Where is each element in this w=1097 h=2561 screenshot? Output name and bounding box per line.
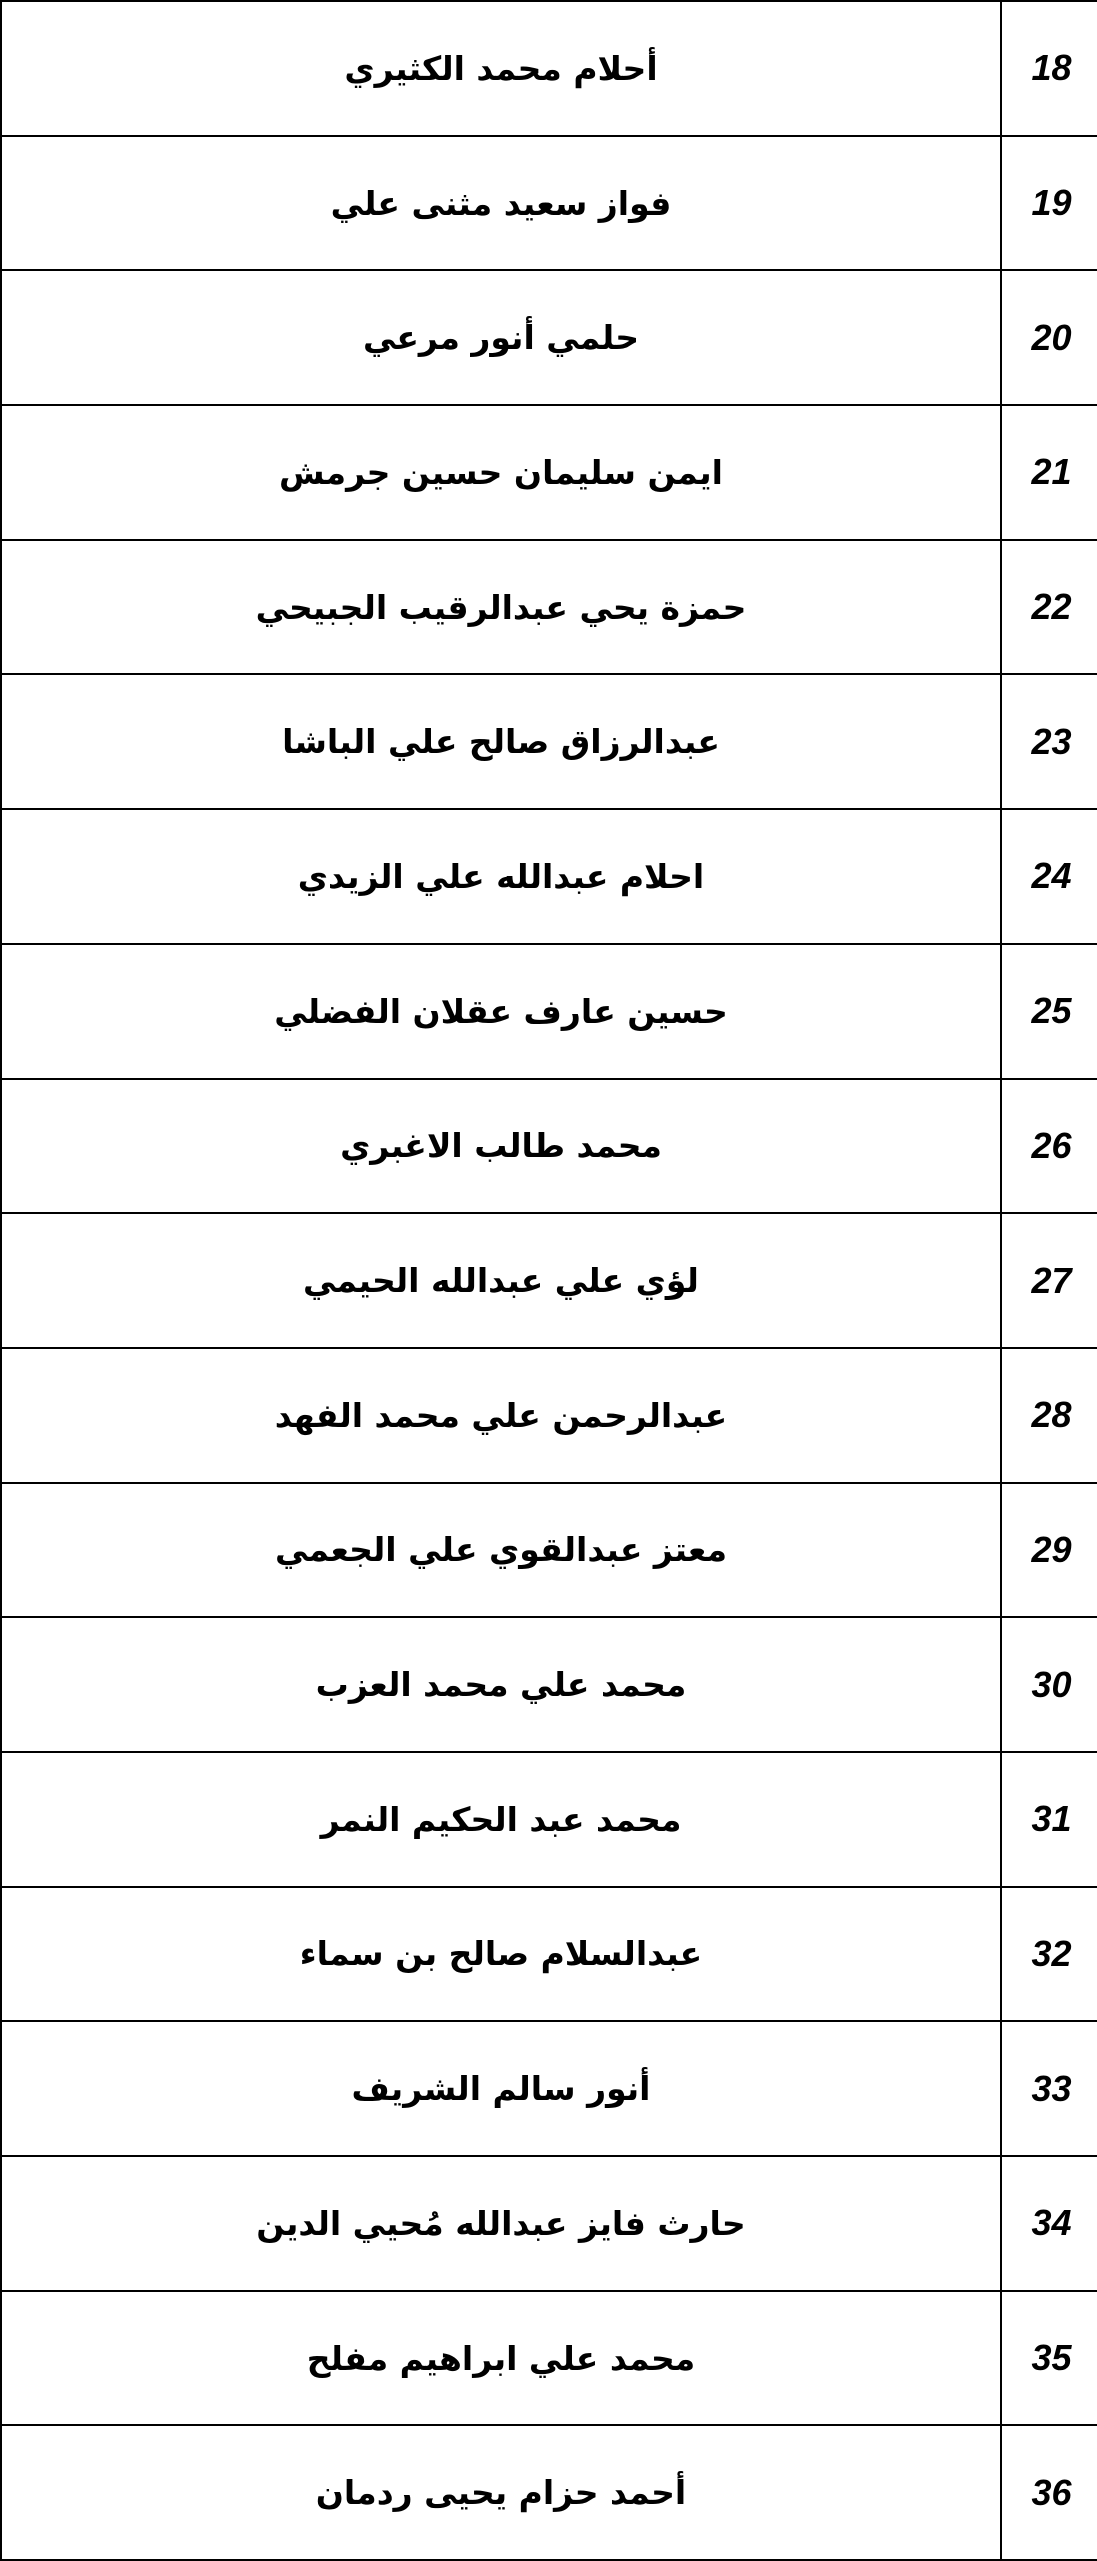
table-row bbox=[1, 270, 1097, 405]
row-number-cell: 23 bbox=[1001, 674, 1097, 809]
row-number-cell: 30 bbox=[1001, 1617, 1097, 1752]
name-cell: حسين عارف عقلان الفضلي bbox=[1, 944, 1001, 1079]
table-row bbox=[1, 1079, 1097, 1214]
table-row bbox=[1, 2156, 1097, 2291]
row-number-cell: 19 bbox=[1001, 136, 1097, 271]
name-cell: محمد علي محمد العزب bbox=[1, 1617, 1001, 1752]
name-cell: عبدالسلام صالح بن سماء bbox=[1, 1887, 1001, 2022]
row-number-cell: 29 bbox=[1001, 1483, 1097, 1618]
row-number-cell: 26 bbox=[1001, 1079, 1097, 1214]
name-cell: لؤي علي عبدالله الحيمي bbox=[1, 1213, 1001, 1348]
table-row bbox=[1, 809, 1097, 944]
row-number-cell: 34 bbox=[1001, 2156, 1097, 2291]
name-cell: أنور سالم الشريف bbox=[1, 2021, 1001, 2156]
table-row bbox=[1, 1752, 1097, 1887]
row-number-cell: 27 bbox=[1001, 1213, 1097, 1348]
row-number-cell: 35 bbox=[1001, 2291, 1097, 2426]
table-row bbox=[1, 2425, 1097, 2560]
table-row bbox=[1, 1213, 1097, 1348]
row-number-cell: 28 bbox=[1001, 1348, 1097, 1483]
name-cell: احلام عبدالله علي الزيدي bbox=[1, 809, 1001, 944]
table-row bbox=[1, 405, 1097, 540]
name-cell: ايمن سليمان حسين جرمش bbox=[1, 405, 1001, 540]
name-cell: محمد طالب الاغبري bbox=[1, 1079, 1001, 1214]
table-row bbox=[1, 540, 1097, 675]
name-cell: عبدالرحمن علي محمد الفهد bbox=[1, 1348, 1001, 1483]
table-row bbox=[1, 944, 1097, 1079]
table-row bbox=[1, 2291, 1097, 2426]
table-body bbox=[1, 1, 1097, 2560]
row-number-cell: 31 bbox=[1001, 1752, 1097, 1887]
row-number-cell: 25 bbox=[1001, 944, 1097, 1079]
table-row bbox=[1, 1483, 1097, 1618]
name-cell: معتز عبدالقوي علي الجعمي bbox=[1, 1483, 1001, 1618]
name-cell: عبدالرزاق صالح علي الباشا bbox=[1, 674, 1001, 809]
row-number-cell: 21 bbox=[1001, 405, 1097, 540]
name-cell: محمد علي ابراهيم مفلح bbox=[1, 2291, 1001, 2426]
name-cell: محمد عبد الحكيم النمر bbox=[1, 1752, 1001, 1887]
table-row bbox=[1, 136, 1097, 271]
row-number-cell: 36 bbox=[1001, 2425, 1097, 2560]
table-row bbox=[1, 1348, 1097, 1483]
table-row bbox=[1, 1, 1097, 136]
table-row bbox=[1, 2021, 1097, 2156]
row-number-cell: 20 bbox=[1001, 270, 1097, 405]
row-number-cell: 24 bbox=[1001, 809, 1097, 944]
row-number-cell: 18 bbox=[1001, 1, 1097, 136]
table-row bbox=[1, 674, 1097, 809]
row-number-cell: 22 bbox=[1001, 540, 1097, 675]
table-row bbox=[1, 1887, 1097, 2022]
name-cell: أحمد حزام يحيى ردمان bbox=[1, 2425, 1001, 2560]
name-cell: فواز سعيد مثنى علي bbox=[1, 136, 1001, 271]
row-number-cell: 33 bbox=[1001, 2021, 1097, 2156]
name-cell: حلمي أنور مرعي bbox=[1, 270, 1001, 405]
name-cell: أحلام محمد الكثيري bbox=[1, 1, 1001, 136]
table-row bbox=[1, 1617, 1097, 1752]
name-cell: حمزة يحي عبدالرقيب الجبيحي bbox=[1, 540, 1001, 675]
row-number-cell: 32 bbox=[1001, 1887, 1097, 2022]
name-cell: حارث فايز عبدالله مُحيي الدين bbox=[1, 2156, 1001, 2291]
